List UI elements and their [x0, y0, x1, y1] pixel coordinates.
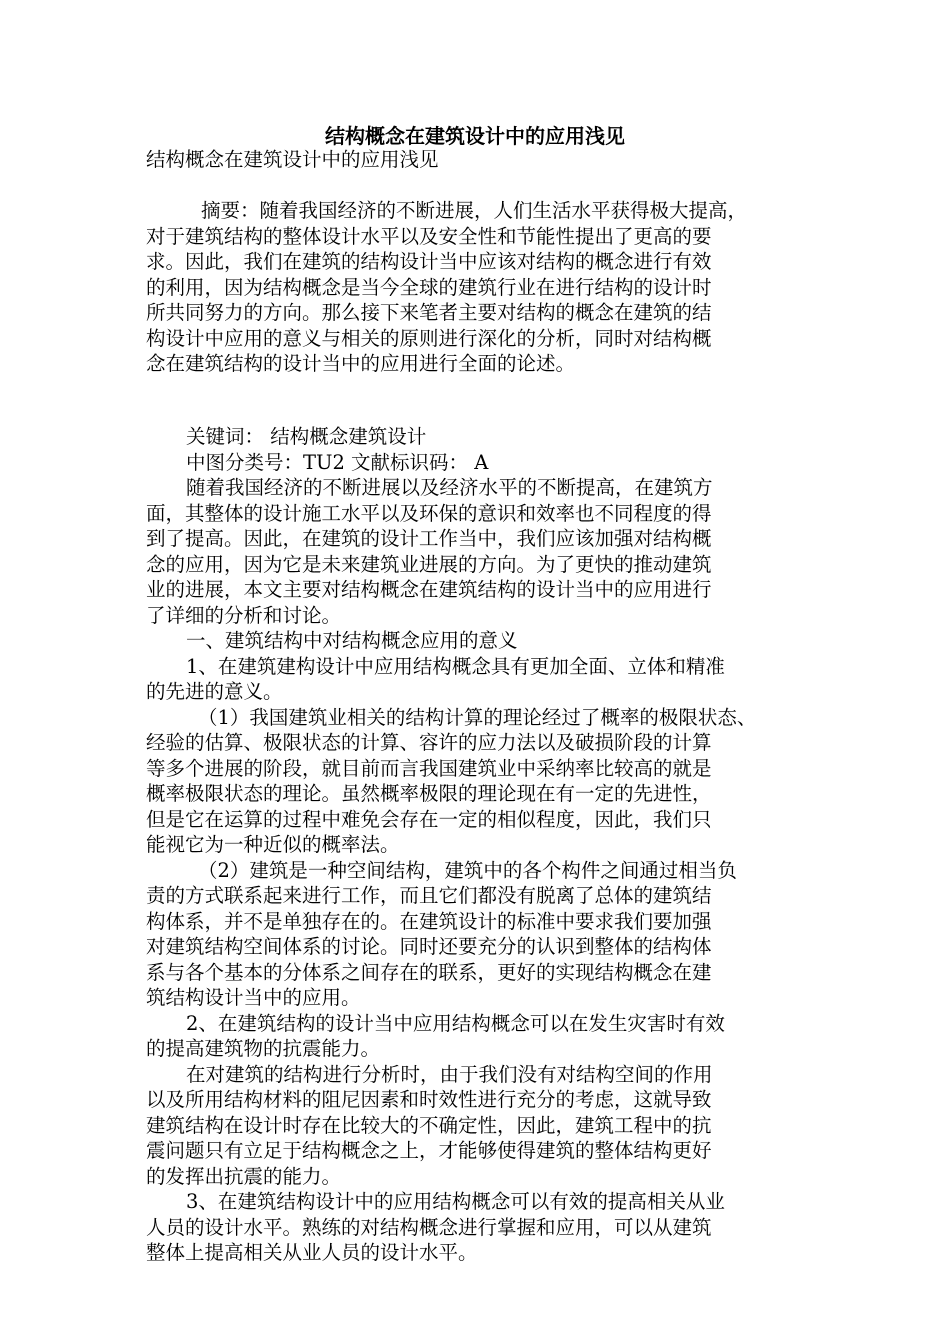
classification-line: 中图分类号：TU2 文献标识码： A: [186, 450, 489, 474]
blank-line: [146, 173, 826, 199]
point-1-sub-2: （2）建筑是一种空间结构，建筑中的各个构件之间通过相当负 责的方式联系起来进行工作，而且它们都没有脱离了总体的建筑结 构体系，并不是单独存在的。在建筑设计的标准中要求我们要加强 对建筑结构空间体系的讨论。同时还要充分的认识到整体的结构体 系与各个基本的分体系之间存在的联系，更好的实现结构概念在建 筑结构设计当中的应用。: [146, 858, 737, 1009]
document-body: [146, 147, 826, 1266]
blank-line: [146, 377, 826, 403]
point-3-paragraph: 3、在建筑结构设计中的应用结构概念可以有效的提高相关从业 人员的设计水平。熟练的对结构概念进行掌握和应用，可以从建筑 整体上提高相关从业人员的设计水平。: [146, 1190, 725, 1264]
blank-line: [146, 402, 826, 424]
point-2-body: 在对建筑的结构进行分析时，由于我们没有对结构空间的作用 以及所用结构材料的阻尼因素和时效性进行充分的考虑，这就导致 建筑结构在设计时存在比较大的不确定性，因此，建筑工程中的抗 震问题只有立足于结构概念之上，才能够使得建筑的整体结构更好 的发挥出抗震的能力。: [146, 1062, 713, 1188]
section-heading: 一、建筑结构中对结构概念应用的意义: [186, 629, 518, 652]
point-1-heading: 1、在建筑建构设计中应用结构概念具有更加全面、立体和精准 的先进的意义。: [146, 654, 725, 703]
point-1-sub-1: （1）我国建筑业相关的结构计算的理论经过了概率的极限状态、 经验的估算、极限状态的计算、容许的应力法以及破损阶段的计算 等多个进展的阶段，就目前而言我国建筑业中采纳率比较高的就是 概率极限状态的理论。虽然概率极限的理论现在有一定的先进性， 但是它在运算的过程中难免会存在一定的相似程度，因此，我们只 能视它为一种近似的概率法。: [146, 705, 757, 856]
point-2-heading: 2、在建筑结构的设计当中应用结构概念可以在发生灾害时有效 的提高建筑物的抗震能力。: [146, 1011, 725, 1060]
intro-paragraph: 随着我国经济的不断进展以及经济水平的不断提高，在建筑方 面，其整体的设计施工水平以及环保的意识和效率也不同程度的得 到了提高。因此，在建筑的设计工作当中，我们应该加强对结构概 念的应用，因为它是未来建筑业进展的方向。为了更快的推动建筑 业的进展，本文主要对结构概念在建筑结构的设计当中的应用进行 了详细的分析和讨论。: [146, 476, 713, 627]
abstract-paragraph: 摘要：随着我国经济的不断进展，人们生活水平获得极大提高， 对于建筑结构的整体设计水平以及安全性和节能性提出了更高的要 求。因此，我们在建筑的结构设计当中应该对结构的概念进行有效 的利用，因为结构概念是当今全球的建筑行业在进行结构的设计时 所共同努力的方向。那么接下来笔者主要对结构的概念在建筑的结 构设计中应用的意义与相关的原则进行深化的分析，同时对结构概 念在建筑结构的设计当中的应用进行全面的论述。: [146, 199, 748, 375]
keywords-line: 关键词： 结构概念建筑设计: [186, 425, 427, 448]
document-subtitle: 结构概念在建筑设计中的应用浅见: [146, 148, 439, 171]
document-title: 结构概念在建筑设计中的应用浅见: [325, 124, 625, 148]
